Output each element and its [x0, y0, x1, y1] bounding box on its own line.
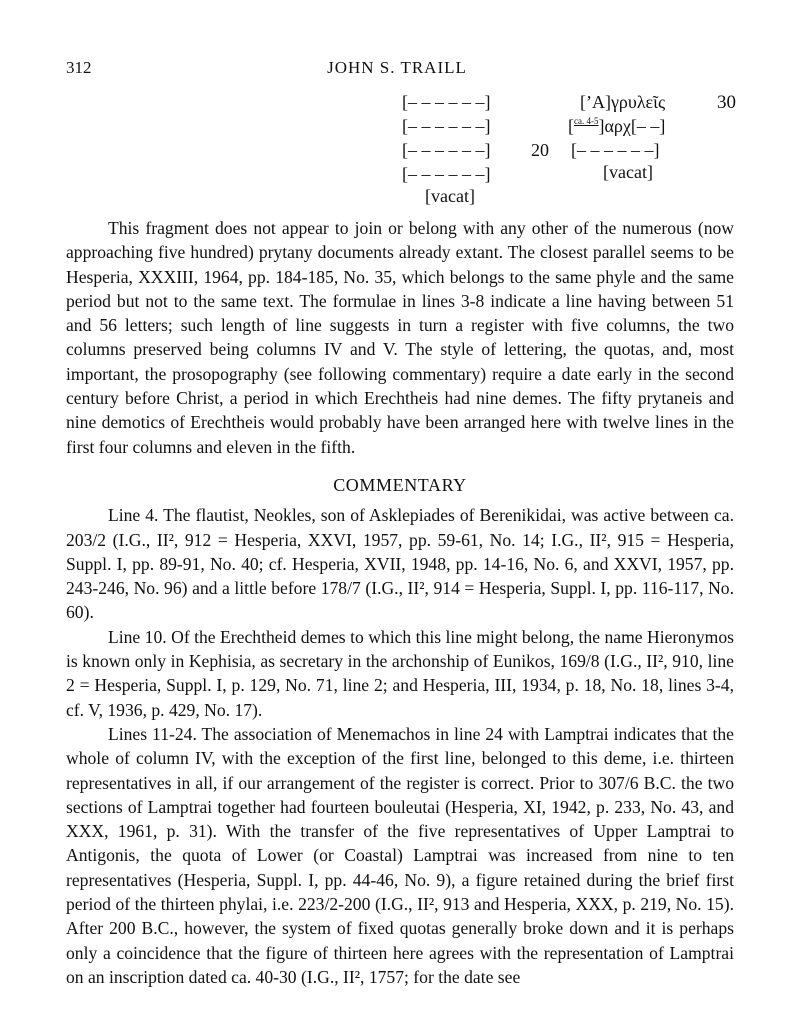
lacuna-estimate: ca. 4-5 [574, 116, 599, 126]
inscription-line: [– – – – – –] [571, 140, 660, 160]
body-text [66, 216, 734, 989]
line-number-30: 30 [717, 92, 736, 113]
inscription-line: [– – – – – –] [402, 164, 491, 184]
inscription-line: [– – – – – –] [402, 116, 491, 136]
commentary-heading: COMMENTARY [333, 474, 467, 495]
paragraph: This fragment does not appear to join or belong with any other of the numerous (now approaching five hundred) prytany documents already extant. The closest parallel seems to be Hesperia, XXXIII, 1964, pp. 184-185, No. 35, which belongs to the same phyle and the same period but not to the same text. The formulae in lines 3-8 indicate a line having between 51 and 56 letters; such length of line suggests in turn a register with five columns, the two columns preserved being columns IV and V. The style of lettering, the quotas, and, most important, the prosopography (see following commentary) require a date early in the second century before Christ, a period in which Erechtheis had nine demes. The fifty prytaneis and nine demotics of Erechtheis would probably have been arranged here with twelve lines in the first four columns and eleven in the fifth. [66, 218, 734, 457]
page-header [0, 52, 794, 82]
commentary-paragraph: Line 10. Of the Erechtheid demes to which this line might belong, the name Hieronymos is known only in Kephisia, as secretary in the archonship of Eunikos, 169/8 (I.G., II², 910, line 2 = Hesperia, Suppl. I, p. 129, No. 71, line 2; and Hesperia, III, 1934, p. 18, No. 18, lines 3-4, cf. V, 1936, p. 429, No. 17). [66, 626, 734, 720]
inscription-line: [– – – – – –] [402, 92, 491, 112]
page-number: 312 [66, 58, 92, 77]
inscription-line: [– – – – – –] [402, 140, 491, 160]
running-head: JOHN S. TRAILL [327, 58, 467, 77]
inscription-line-agryleis: [’Α]γρυλεῖς [580, 92, 666, 112]
inscription-vacat-left: [vacat] [425, 186, 475, 206]
inscription-vacat-right: [vacat] [603, 162, 653, 182]
inscription-line-arch: [$^{ca. 4-5}$]αρχ[– –] [568, 116, 666, 136]
inscription-line-arch-text: ]αρχ[– –] [598, 116, 666, 136]
commentary-paragraph: Lines 11-24. The association of Menemachos in line 24 with Lamptrai indicates that the whole of column IV, with the exception of the first line, belonged to this deme, i.e. thirteen representatives in all, if our arrangement of the register is correct. Prior to 307/6 B.C. the two sections of Lamptrai together had fourteen bouleutai (Hesperia, XI, 1942, p. 233, No. 43, and XXX, 1961, p. 31). With the transfer of the five representatives of Upper Lamptrai to Antigonis, the quota of Lower (or Coastal) Lamptrai was increased from nine to ten representatives (Hesperia, Suppl. I, pp. 44-46, No. 9), a figure retained during the brief first period of the thirteen phylai, i.e. 223/2-200 (I.G., II², 913 and Hesperia, XXX, p. 219, No. 15). After 200 B.C., however, the system of fixed quotas generally broke down and it is perhaps only a coincidence that the figure of thirteen here agrees with the representation of Lamptrai on an inscription dated ca. 40-30 (I.G., II², 1757; for the date see [66, 723, 734, 987]
line-number-20: 20 [531, 140, 549, 160]
commentary-paragraph: Line 4. The flautist, Neokles, son of Asklepiades of Berenikidai, was active between ca. 203/2 (I.G., II², 912 = Hesperia, XXVI, 1957, pp. 59-61, No. 14; I.G., II², 915 = Hesperia, Suppl. I, pp. 89-91, No. 40; cf. Hesperia, XVII, 1948, pp. 14-16, No. 6, and XXVI, 1957, pp. 243-246, No. 96) and a little before 178/7 (I.G., II², 914 = Hesperia, Suppl. I, pp. 116-117, No. 60). [66, 505, 734, 623]
inscription-text [0, 92, 794, 204]
